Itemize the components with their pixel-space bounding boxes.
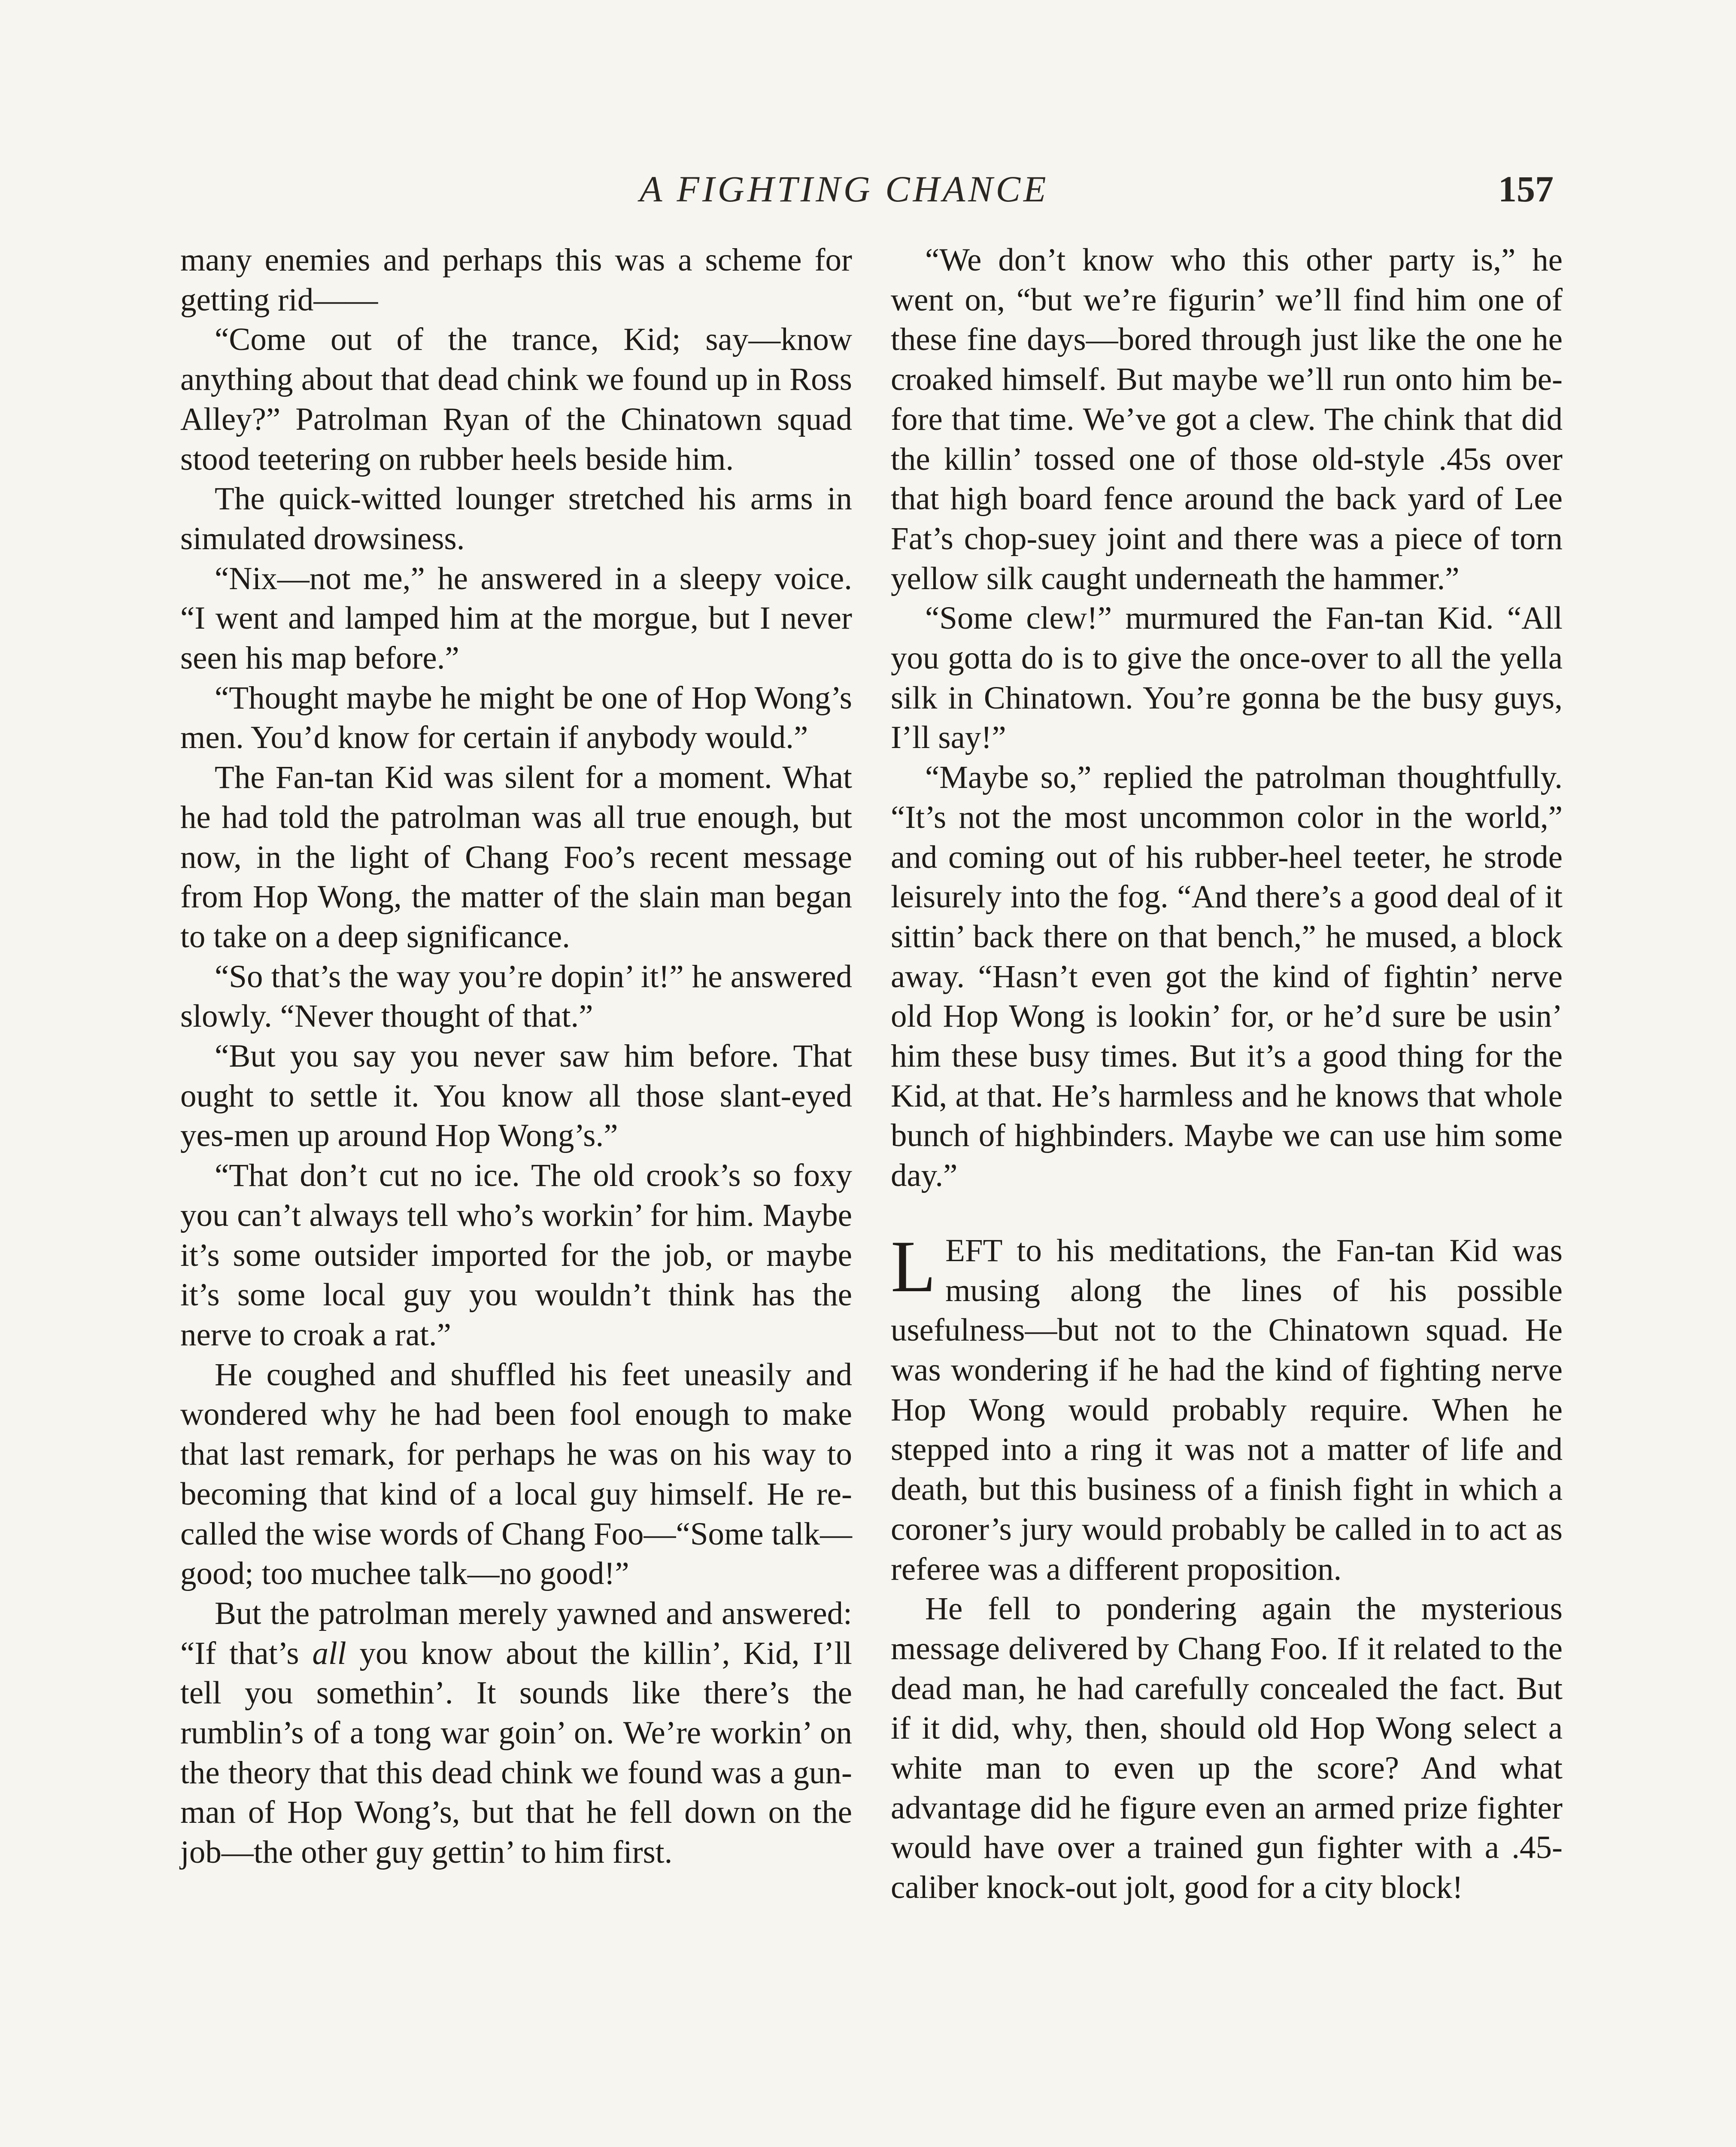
emphasized-word: all xyxy=(312,1635,346,1671)
section-break xyxy=(891,1196,1563,1231)
drop-cap: L xyxy=(891,1226,936,1308)
paragraph: He fell to pondering again the mysterious message delivered by Chang Foo. If it related to the dead man, he had carefully concealed the fact. But if it did, why, then, should old Hop Wong select a white man to even up the score? And what advantage did he figure even an armed prize fighter would have over a trained gun fighter with a .45-caliber knock-out jolt, good for a city block! xyxy=(891,1591,1563,1906)
paragraph: many enemies and perhaps this was a scheme for getting rid—— xyxy=(180,242,852,318)
page-number: 157 xyxy=(1498,168,1554,210)
paragraph: “Come out of the trance, Kid; say—know anything about that dead chink we found up in Ross Alley?” Patrolman Ryan of the Chinatown squad stood teetering on rubber heels beside him. xyxy=(180,322,852,477)
running-title: A FIGHTING CHANCE xyxy=(640,168,1049,210)
paragraph: “That don’t cut no ice. The old crook’s so foxy you can’t always tell who’s workin’ for him. Maybe it’s some outsider imported for the job, or maybe it’s some local guy you wouldn’t think has the nerve to croak a rat.” xyxy=(180,1158,852,1353)
paragraph: “Thought maybe he might be one of Hop Wong’s men. You’d know for certain if anybody would.” xyxy=(180,680,852,756)
paragraph: “So that’s the way you’re dopin’ it!” he answered slowly. “Never thought of that.” xyxy=(180,958,852,1034)
right-column xyxy=(891,240,1563,1908)
paragraph-text: EFT to his meditations, the Fan-tan Kid was musing along the lines of his possible usefulness—but not to the Chinatown squad. He was wondering if he had the kind of fighting nerve Hop Wong would probably require. When he stepped into a ring it was not a matter of life and death, but this business of a finish fight in which a coroner’s jury would probably be called in to act as referee was a different proposition. xyxy=(891,1232,1563,1587)
paragraph-text: you know about the killin’, Kid, I’ll tell you somethin’. It sounds like there’s the rumblin’s of a tong war goin’ on. We’re workin’ on the theory that this dead chink we found was a gunman of Hop Wong’s, but that he fell down on the job—the other guy gettin’ to him first. xyxy=(180,1635,852,1870)
paragraph xyxy=(180,1594,852,1873)
paragraph: The Fan-tan Kid was silent for a moment. What he had told the patrolman was all true enough, but now, in the light of Chang Foo’s recent message from Hop Wong, the matter of the slain man began to take on a deep significance. xyxy=(180,760,852,955)
paragraph: “Some clew!” murmured the Fan-tan Kid. “All you gotta do is to give the once-over to all the yella silk in Chinatown. You’re gonna be the busy guys, I’ll say!” xyxy=(891,600,1563,756)
paragraph: The quick-witted lounger stretched his arms in simulated drowsiness. xyxy=(180,481,852,557)
paragraph: “We don’t know who this other party is,” he went on, “but we’re figurin’ we’ll find him one of these fine days—bored through just like the one he croaked himself. But maybe we’ll run onto him before that time. We’ve got a clew. The chink that did the killin’ tossed one of those old-style .45s over that high board fence around the back yard of Lee Fat’s chop-suey joint and there was a piece of torn yellow silk caught underneath the hammer.” xyxy=(891,242,1563,596)
paragraph-text: But the patrolman merely yawned and answered: “If that’s xyxy=(180,1595,852,1671)
paragraph xyxy=(891,1226,1563,1589)
paragraph: He coughed and shuffled his feet uneasily and wondered why he had been fool enough to make that last remark, for perhaps he was on his way to becoming that kind of a local guy himself. He recalled the wise words of Chang Foo—“Some talk—good; too muchee talk—no good!” xyxy=(180,1356,852,1592)
paragraph: “But you say you never saw him before. That ought to settle it. You know all those slant-eyed yes-men up around Hop Wong’s.” xyxy=(180,1038,852,1154)
paragraph: “Nix—not me,” he answered in a sleepy voice. “I went and lamped him at the morgue, but I never seen his map before.” xyxy=(180,560,852,676)
left-column xyxy=(180,240,852,1873)
paragraph: “Maybe so,” replied the patrolman thoughtfully. “It’s not the most uncommon color in the world,” and coming out of his rubber-heel teeter, he strode leisurely into the fog. “And there’s a good deal of it sittin’ back there on that bench,” he mused, a block away. “Hasn’t even got the kind of fightin’ nerve old Hop Wong is lookin’ for, or he’d sure be usin’ him these busy times. But it’s a good thing for the Kid, at that. He’s harmless and he knows that whole bunch of highbinders. Maybe we can use him some day.” xyxy=(891,760,1563,1194)
